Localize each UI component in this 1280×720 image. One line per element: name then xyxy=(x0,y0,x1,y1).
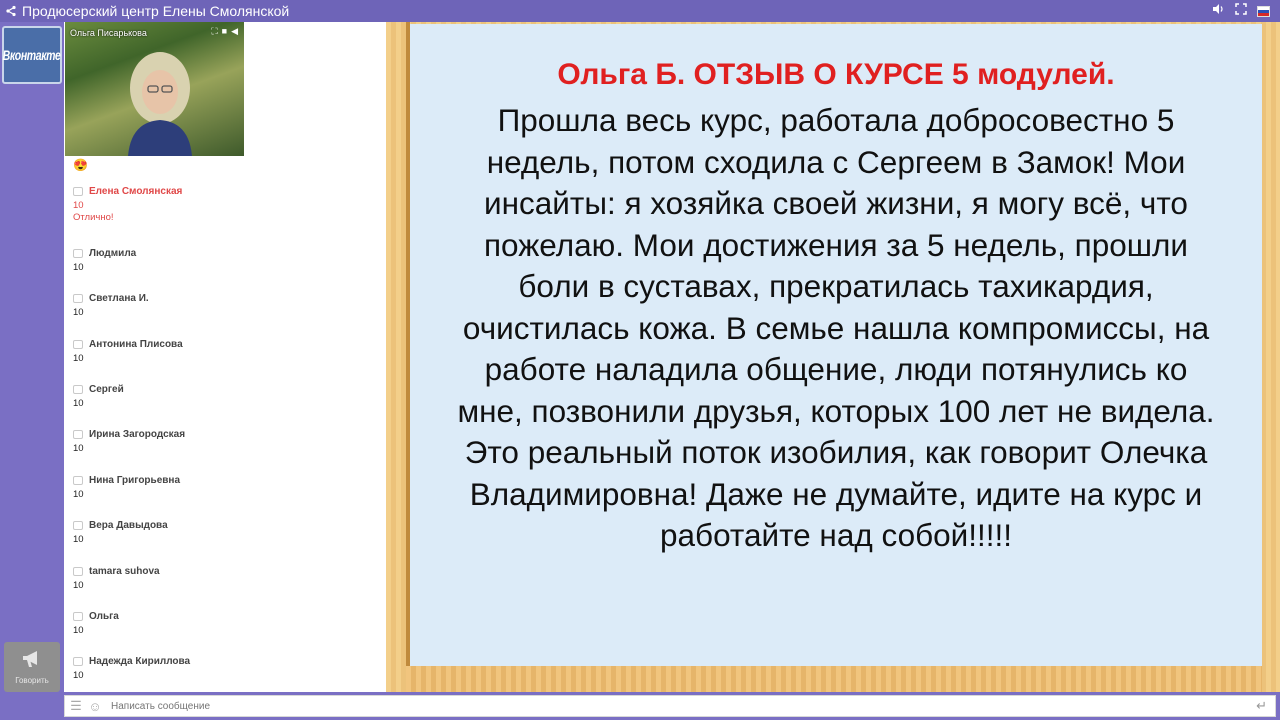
reply-icon[interactable] xyxy=(73,187,83,196)
emoji-reaction: 😍 xyxy=(73,158,88,172)
reply-icon[interactable] xyxy=(73,657,83,666)
fullscreen-icon[interactable] xyxy=(1235,2,1247,20)
slide-body-line: недель, потом сходила с Сергеем в Замок! Мои xyxy=(486,143,1186,180)
message-author: Сергей xyxy=(89,384,124,395)
chat-message xyxy=(73,475,363,500)
message-text: 10 xyxy=(73,580,84,591)
message-author: Ирина Загородская xyxy=(89,429,186,440)
send-icon[interactable]: ↵ xyxy=(1256,698,1267,713)
chat-message xyxy=(73,611,363,636)
window-title: Продюсерский центр Елены Смолянской xyxy=(22,3,290,19)
message-text: 10 xyxy=(73,670,84,681)
chat-message xyxy=(73,566,363,591)
reply-icon[interactable] xyxy=(73,385,83,394)
slide-body-line: пожелаю. Мои достижения за 5 недель, прошли xyxy=(483,226,1188,263)
volume-icon[interactable] xyxy=(1212,2,1225,20)
slide-body-line: работайте над собой!!!!! xyxy=(659,517,1013,553)
video-feed[interactable] xyxy=(65,22,244,156)
slide-body-line: Прошла весь курс, работала добросовестно 5 xyxy=(497,102,1175,138)
chat-message xyxy=(73,248,363,273)
slide-heading: Ольга Б. ОТЗЫВ О КУРСЕ 5 модулей. xyxy=(557,58,1115,91)
megaphone-icon xyxy=(21,650,43,673)
camera-icon[interactable]: ■ xyxy=(221,26,228,36)
presentation-slide xyxy=(386,22,1280,692)
reply-icon[interactable] xyxy=(73,430,83,439)
language-flag-icon[interactable] xyxy=(1257,6,1270,17)
slide-body-line: Владимировна! Даже не думайте, идите на курс и xyxy=(469,475,1203,512)
slide-body-line: мне, позвонили друзья, которых 100 лет не видела. xyxy=(457,392,1215,429)
slide-frame-bottom xyxy=(406,666,1262,692)
message-bar xyxy=(64,695,1276,717)
message-author: tamara suhova xyxy=(89,566,160,577)
reply-icon[interactable] xyxy=(73,249,83,258)
reply-icon[interactable] xyxy=(73,294,83,303)
message-author: Надежда Кириллова xyxy=(89,656,191,667)
left-sidebar xyxy=(0,22,64,720)
share-icon[interactable] xyxy=(0,0,22,22)
message-input[interactable] xyxy=(111,701,1211,712)
menu-icon[interactable]: ☰ xyxy=(70,698,82,713)
chat-message xyxy=(73,293,363,318)
slide-body-line: Это реальный поток изобилия, как говорит Олечка xyxy=(464,434,1208,470)
expand-video-icon[interactable]: ⛶ xyxy=(211,26,218,36)
chat-message xyxy=(73,429,363,454)
speak-button[interactable] xyxy=(4,642,60,692)
chat-message xyxy=(73,339,363,364)
message-text: 10 xyxy=(73,262,84,273)
speak-label: Говорить xyxy=(15,675,49,685)
reply-icon[interactable] xyxy=(73,567,83,576)
message-text: 10 xyxy=(73,625,84,636)
chat-message xyxy=(73,520,363,545)
participant-name: Ольга Писарькова xyxy=(70,28,147,38)
message-author: Нина Григорьевна xyxy=(89,475,181,486)
message-text: 10 xyxy=(73,443,84,454)
reply-icon[interactable] xyxy=(73,340,83,349)
message-text: 10 xyxy=(73,307,84,318)
slide-content xyxy=(410,24,1262,666)
slide-body-line: работе наладила общение, люди потянулись ко xyxy=(484,351,1188,387)
message-text: 10 xyxy=(73,489,84,500)
message-author: Светлана И. xyxy=(89,293,149,304)
reply-icon[interactable] xyxy=(73,476,83,485)
message-text: 10 xyxy=(73,200,84,211)
reply-icon[interactable] xyxy=(73,521,83,530)
vk-button[interactable] xyxy=(2,26,62,84)
speaker-icon[interactable]: ◀ xyxy=(231,26,238,36)
reply-icon[interactable] xyxy=(73,612,83,621)
message-text: 10 xyxy=(73,534,84,545)
message-author: Людмила xyxy=(89,248,137,259)
vk-label: Вконтакте xyxy=(3,47,61,63)
slide-body-line: инсайты: я хозяйка своей жизни, я могу всё, что xyxy=(484,185,1188,221)
message-text: Отлично! xyxy=(73,212,114,223)
message-author: Елена Смолянская xyxy=(89,186,183,197)
chat-message xyxy=(73,186,363,223)
message-author: Антонина Плисова xyxy=(89,339,183,350)
slide-body-line: боли в суставах, прекратилась тахикардия, xyxy=(518,268,1154,304)
chat-message xyxy=(73,384,363,409)
top-bar xyxy=(0,0,1280,22)
message-text: 10 xyxy=(73,353,84,364)
slide-body-line: очистилась кожа. В семье нашла компромиссы, на xyxy=(462,309,1210,346)
smiley-icon[interactable]: ☺ xyxy=(88,698,102,714)
participant-photo xyxy=(123,46,197,156)
message-author: Вера Давыдова xyxy=(89,520,168,531)
message-text: 10 xyxy=(73,398,84,409)
chat-message xyxy=(73,656,363,681)
slide-body xyxy=(410,100,1262,557)
message-author: Ольга xyxy=(89,611,119,622)
chat-panel xyxy=(64,22,386,692)
